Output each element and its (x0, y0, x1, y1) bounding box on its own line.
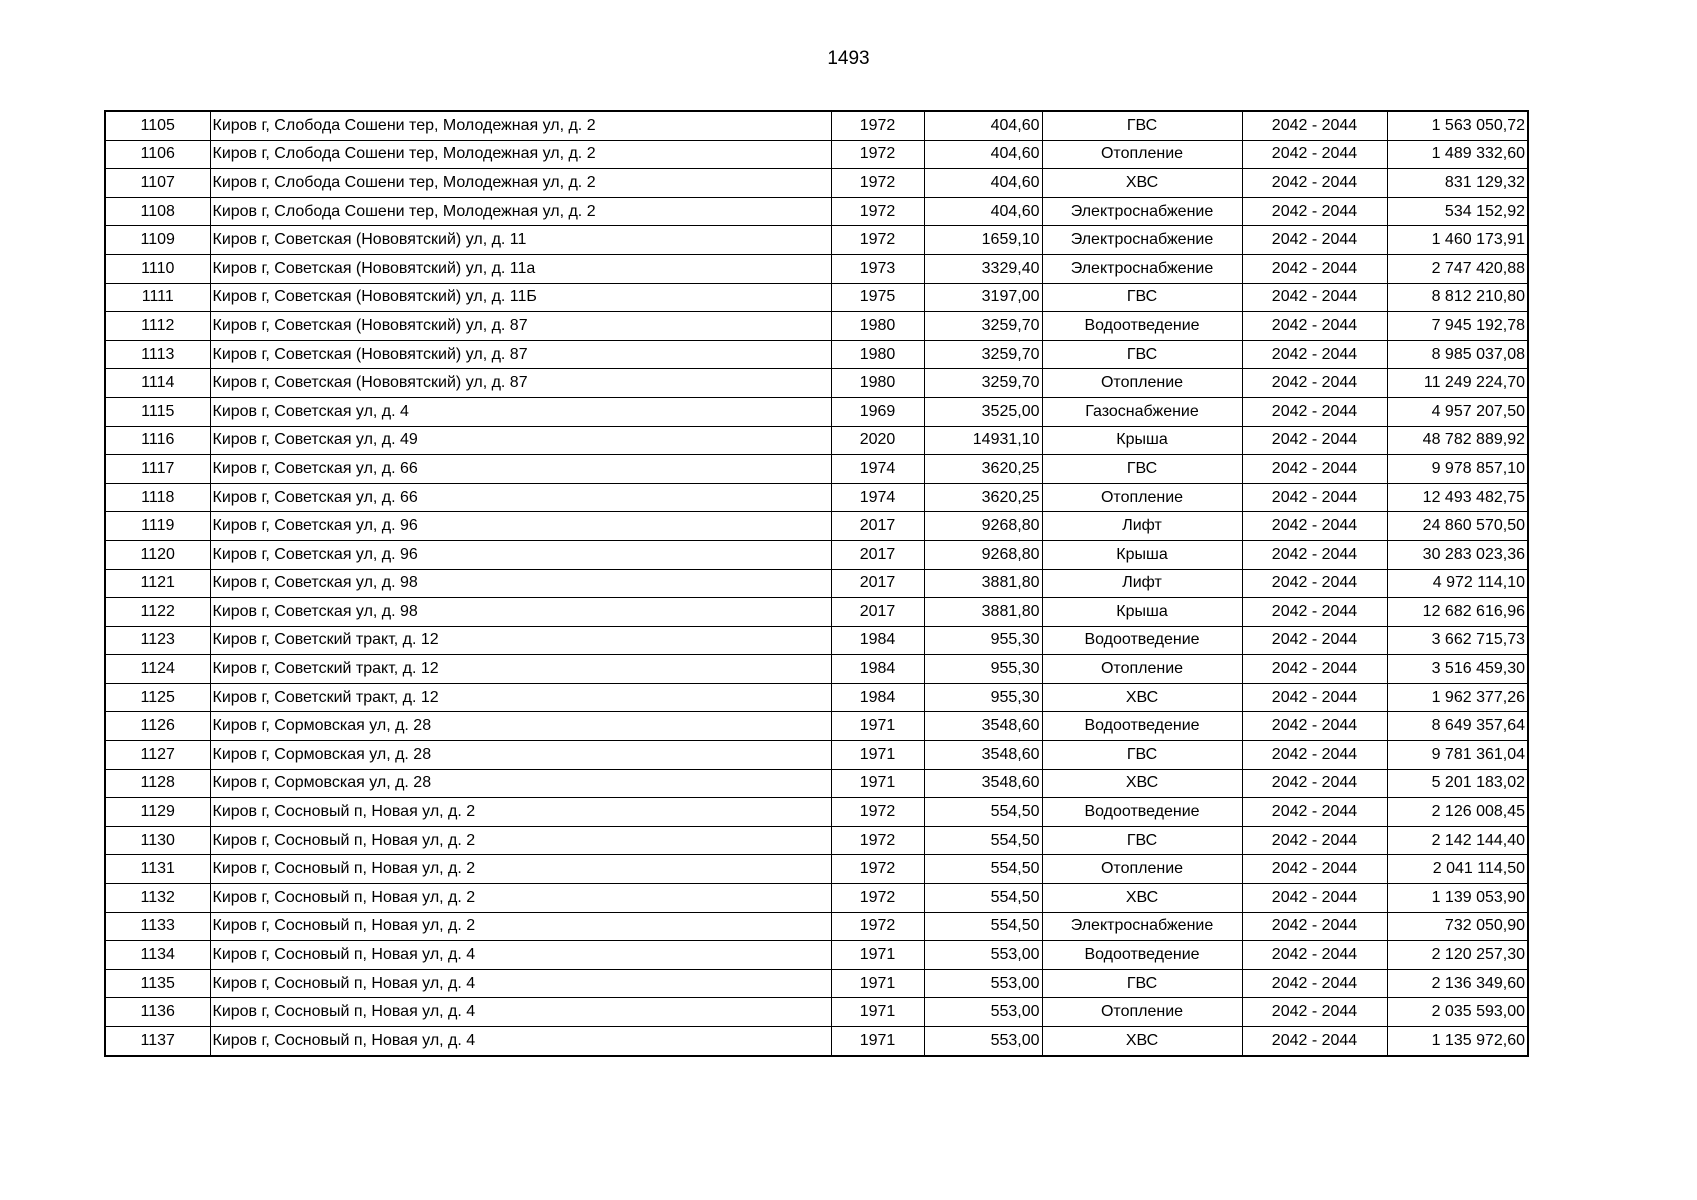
area-cell: 9268,80 (924, 512, 1042, 541)
cost-cell: 1 135 972,60 (1387, 1027, 1528, 1056)
year-built-cell: 1972 (831, 826, 924, 855)
address-cell: Киров г, Слобода Сошени тер, Молодежная ул, д. 2 (210, 111, 831, 140)
area-cell: 9268,80 (924, 540, 1042, 569)
table-row (105, 912, 1528, 941)
cost-cell: 2 747 420,88 (1387, 254, 1528, 283)
row-number-cell: 1108 (105, 197, 210, 226)
work-type-cell: Отопление (1042, 655, 1242, 684)
row-number-cell: 1126 (105, 712, 210, 741)
address-cell: Киров г, Советская (Нововятский) ул, д. 87 (210, 312, 831, 341)
address-cell: Киров г, Сосновый п, Новая ул, д. 2 (210, 798, 831, 827)
address-cell: Киров г, Сормовская ул, д. 28 (210, 769, 831, 798)
table-row (105, 569, 1528, 598)
year-built-cell: 2017 (831, 598, 924, 627)
address-cell: Киров г, Советская ул, д. 98 (210, 598, 831, 627)
table-row (105, 483, 1528, 512)
work-type-cell: Отопление (1042, 140, 1242, 169)
area-cell: 955,30 (924, 683, 1042, 712)
row-number-cell: 1110 (105, 254, 210, 283)
row-number-cell: 1107 (105, 169, 210, 198)
period-cell: 2042 - 2044 (1242, 1027, 1387, 1056)
area-cell: 3620,25 (924, 483, 1042, 512)
work-type-cell: Водоотведение (1042, 312, 1242, 341)
work-type-cell: Электроснабжение (1042, 226, 1242, 255)
row-number-cell: 1135 (105, 969, 210, 998)
row-number-cell: 1118 (105, 483, 210, 512)
table-row (105, 683, 1528, 712)
cost-cell: 8 812 210,80 (1387, 283, 1528, 312)
period-cell: 2042 - 2044 (1242, 626, 1387, 655)
address-cell: Киров г, Советский тракт, д. 12 (210, 655, 831, 684)
row-number-cell: 1136 (105, 998, 210, 1027)
row-number-cell: 1115 (105, 397, 210, 426)
work-type-cell: Крыша (1042, 598, 1242, 627)
row-number-cell: 1120 (105, 540, 210, 569)
work-type-cell: Лифт (1042, 512, 1242, 541)
work-type-cell: Отопление (1042, 369, 1242, 398)
year-built-cell: 1972 (831, 798, 924, 827)
year-built-cell: 1971 (831, 712, 924, 741)
year-built-cell: 1980 (831, 340, 924, 369)
table-row (105, 826, 1528, 855)
address-cell: Киров г, Сосновый п, Новая ул, д. 4 (210, 1027, 831, 1056)
work-type-cell: Электроснабжение (1042, 254, 1242, 283)
address-cell: Киров г, Советская (Нововятский) ул, д. 11а (210, 254, 831, 283)
address-cell: Киров г, Советская (Нововятский) ул, д. 87 (210, 369, 831, 398)
cost-cell: 5 201 183,02 (1387, 769, 1528, 798)
year-built-cell: 1980 (831, 312, 924, 341)
period-cell: 2042 - 2044 (1242, 855, 1387, 884)
table-row (105, 455, 1528, 484)
row-number-cell: 1132 (105, 884, 210, 913)
cost-cell: 12 493 482,75 (1387, 483, 1528, 512)
work-type-cell: ГВС (1042, 969, 1242, 998)
row-number-cell: 1109 (105, 226, 210, 255)
area-cell: 554,50 (924, 884, 1042, 913)
cost-cell: 4 972 114,10 (1387, 569, 1528, 598)
year-built-cell: 1984 (831, 683, 924, 712)
area-cell: 14931,10 (924, 426, 1042, 455)
year-built-cell: 1971 (831, 769, 924, 798)
work-type-cell: Отопление (1042, 483, 1242, 512)
table-row (105, 312, 1528, 341)
period-cell: 2042 - 2044 (1242, 340, 1387, 369)
period-cell: 2042 - 2044 (1242, 941, 1387, 970)
period-cell: 2042 - 2044 (1242, 655, 1387, 684)
work-type-cell: ГВС (1042, 455, 1242, 484)
row-number-cell: 1137 (105, 1027, 210, 1056)
year-built-cell: 1972 (831, 197, 924, 226)
year-built-cell: 2017 (831, 512, 924, 541)
address-cell: Киров г, Слобода Сошени тер, Молодежная ул, д. 2 (210, 169, 831, 198)
period-cell: 2042 - 2044 (1242, 712, 1387, 741)
cost-cell: 2 041 114,50 (1387, 855, 1528, 884)
cost-cell: 8 985 037,08 (1387, 340, 1528, 369)
table-row (105, 598, 1528, 627)
work-type-cell: Лифт (1042, 569, 1242, 598)
year-built-cell: 2017 (831, 540, 924, 569)
period-cell: 2042 - 2044 (1242, 254, 1387, 283)
row-number-cell: 1121 (105, 569, 210, 598)
area-cell: 553,00 (924, 998, 1042, 1027)
table-row (105, 283, 1528, 312)
row-number-cell: 1111 (105, 283, 210, 312)
table-row (105, 340, 1528, 369)
area-cell: 955,30 (924, 655, 1042, 684)
year-built-cell: 2017 (831, 569, 924, 598)
row-number-cell: 1129 (105, 798, 210, 827)
address-cell: Киров г, Сосновый п, Новая ул, д. 4 (210, 941, 831, 970)
period-cell: 2042 - 2044 (1242, 969, 1387, 998)
row-number-cell: 1134 (105, 941, 210, 970)
table-row (105, 369, 1528, 398)
year-built-cell: 1984 (831, 655, 924, 684)
year-built-cell: 1971 (831, 941, 924, 970)
row-number-cell: 1124 (105, 655, 210, 684)
area-cell: 404,60 (924, 111, 1042, 140)
cost-cell: 8 649 357,64 (1387, 712, 1528, 741)
year-built-cell: 1972 (831, 912, 924, 941)
year-built-cell: 1971 (831, 741, 924, 770)
cost-cell: 30 283 023,36 (1387, 540, 1528, 569)
work-type-cell: ХВС (1042, 884, 1242, 913)
table-row (105, 626, 1528, 655)
repair-schedule-table (104, 110, 1529, 1057)
work-type-cell: Крыша (1042, 540, 1242, 569)
address-cell: Киров г, Советская (Нововятский) ул, д. 87 (210, 340, 831, 369)
work-type-cell: Газоснабжение (1042, 397, 1242, 426)
year-built-cell: 1972 (831, 140, 924, 169)
row-number-cell: 1130 (105, 826, 210, 855)
area-cell: 553,00 (924, 969, 1042, 998)
period-cell: 2042 - 2044 (1242, 483, 1387, 512)
year-built-cell: 1971 (831, 969, 924, 998)
cost-cell: 1 489 332,60 (1387, 140, 1528, 169)
year-built-cell: 2020 (831, 426, 924, 455)
cost-cell: 3 516 459,30 (1387, 655, 1528, 684)
row-number-cell: 1105 (105, 111, 210, 140)
work-type-cell: Отопление (1042, 998, 1242, 1027)
address-cell: Киров г, Советская ул, д. 66 (210, 455, 831, 484)
address-cell: Киров г, Сосновый п, Новая ул, д. 2 (210, 855, 831, 884)
cost-cell: 9 978 857,10 (1387, 455, 1528, 484)
address-cell: Киров г, Слобода Сошени тер, Молодежная ул, д. 2 (210, 197, 831, 226)
period-cell: 2042 - 2044 (1242, 512, 1387, 541)
area-cell: 3525,00 (924, 397, 1042, 426)
address-cell: Киров г, Советская (Нововятский) ул, д. 11 (210, 226, 831, 255)
address-cell: Киров г, Советская ул, д. 96 (210, 540, 831, 569)
year-built-cell: 1971 (831, 1027, 924, 1056)
work-type-cell: Водоотведение (1042, 712, 1242, 741)
area-cell: 404,60 (924, 169, 1042, 198)
address-cell: Киров г, Советская ул, д. 49 (210, 426, 831, 455)
row-number-cell: 1131 (105, 855, 210, 884)
table-row (105, 512, 1528, 541)
table-row (105, 798, 1528, 827)
cost-cell: 732 050,90 (1387, 912, 1528, 941)
area-cell: 553,00 (924, 1027, 1042, 1056)
period-cell: 2042 - 2044 (1242, 140, 1387, 169)
row-number-cell: 1119 (105, 512, 210, 541)
year-built-cell: 1972 (831, 226, 924, 255)
cost-cell: 9 781 361,04 (1387, 741, 1528, 770)
cost-cell: 2 126 008,45 (1387, 798, 1528, 827)
period-cell: 2042 - 2044 (1242, 426, 1387, 455)
year-built-cell: 1969 (831, 397, 924, 426)
work-type-cell: Электроснабжение (1042, 197, 1242, 226)
area-cell: 3548,60 (924, 769, 1042, 798)
year-built-cell: 1980 (831, 369, 924, 398)
year-built-cell: 1974 (831, 483, 924, 512)
cost-cell: 1 460 173,91 (1387, 226, 1528, 255)
row-number-cell: 1133 (105, 912, 210, 941)
work-type-cell: ГВС (1042, 340, 1242, 369)
cost-cell: 1 563 050,72 (1387, 111, 1528, 140)
area-cell: 554,50 (924, 912, 1042, 941)
table-row (105, 998, 1528, 1027)
period-cell: 2042 - 2044 (1242, 540, 1387, 569)
table-row (105, 969, 1528, 998)
period-cell: 2042 - 2044 (1242, 683, 1387, 712)
area-cell: 554,50 (924, 826, 1042, 855)
area-cell: 3881,80 (924, 569, 1042, 598)
period-cell: 2042 - 2044 (1242, 569, 1387, 598)
row-number-cell: 1125 (105, 683, 210, 712)
row-number-cell: 1123 (105, 626, 210, 655)
year-built-cell: 1973 (831, 254, 924, 283)
table-row (105, 1027, 1528, 1056)
year-built-cell: 1974 (831, 455, 924, 484)
address-cell: Киров г, Советский тракт, д. 12 (210, 683, 831, 712)
year-built-cell: 1972 (831, 169, 924, 198)
year-built-cell: 1972 (831, 855, 924, 884)
cost-cell: 7 945 192,78 (1387, 312, 1528, 341)
period-cell: 2042 - 2044 (1242, 169, 1387, 198)
cost-cell: 1 962 377,26 (1387, 683, 1528, 712)
work-type-cell: Крыша (1042, 426, 1242, 455)
table-row (105, 254, 1528, 283)
area-cell: 3548,60 (924, 712, 1042, 741)
area-cell: 3197,00 (924, 283, 1042, 312)
address-cell: Киров г, Слобода Сошени тер, Молодежная ул, д. 2 (210, 140, 831, 169)
period-cell: 2042 - 2044 (1242, 455, 1387, 484)
address-cell: Киров г, Сосновый п, Новая ул, д. 2 (210, 826, 831, 855)
table-row (105, 769, 1528, 798)
cost-cell: 2 142 144,40 (1387, 826, 1528, 855)
area-cell: 554,50 (924, 855, 1042, 884)
work-type-cell: ХВС (1042, 769, 1242, 798)
work-type-cell: ХВС (1042, 1027, 1242, 1056)
table-row (105, 397, 1528, 426)
work-type-cell: Водоотведение (1042, 798, 1242, 827)
area-cell: 3259,70 (924, 312, 1042, 341)
table-row (105, 226, 1528, 255)
work-type-cell: Отопление (1042, 855, 1242, 884)
cost-cell: 11 249 224,70 (1387, 369, 1528, 398)
year-built-cell: 1971 (831, 998, 924, 1027)
cost-cell: 2 035 593,00 (1387, 998, 1528, 1027)
table-row (105, 712, 1528, 741)
period-cell: 2042 - 2044 (1242, 197, 1387, 226)
address-cell: Киров г, Сосновый п, Новая ул, д. 4 (210, 969, 831, 998)
work-type-cell: ХВС (1042, 683, 1242, 712)
table-row (105, 855, 1528, 884)
period-cell: 2042 - 2044 (1242, 226, 1387, 255)
table-row (105, 540, 1528, 569)
cost-cell: 534 152,92 (1387, 197, 1528, 226)
address-cell: Киров г, Сосновый п, Новая ул, д. 2 (210, 884, 831, 913)
period-cell: 2042 - 2044 (1242, 826, 1387, 855)
work-type-cell: ГВС (1042, 111, 1242, 140)
period-cell: 2042 - 2044 (1242, 884, 1387, 913)
address-cell: Киров г, Сосновый п, Новая ул, д. 4 (210, 998, 831, 1027)
cost-cell: 4 957 207,50 (1387, 397, 1528, 426)
work-type-cell: Водоотведение (1042, 626, 1242, 655)
area-cell: 955,30 (924, 626, 1042, 655)
table-row (105, 169, 1528, 198)
table-body (105, 111, 1528, 1056)
cost-cell: 831 129,32 (1387, 169, 1528, 198)
year-built-cell: 1972 (831, 111, 924, 140)
period-cell: 2042 - 2044 (1242, 598, 1387, 627)
area-cell: 3620,25 (924, 455, 1042, 484)
period-cell: 2042 - 2044 (1242, 283, 1387, 312)
address-cell: Киров г, Сормовская ул, д. 28 (210, 741, 831, 770)
address-cell: Киров г, Сосновый п, Новая ул, д. 2 (210, 912, 831, 941)
area-cell: 554,50 (924, 798, 1042, 827)
work-type-cell: Водоотведение (1042, 941, 1242, 970)
table-row (105, 741, 1528, 770)
area-cell: 553,00 (924, 941, 1042, 970)
area-cell: 404,60 (924, 197, 1042, 226)
table-row (105, 140, 1528, 169)
period-cell: 2042 - 2044 (1242, 769, 1387, 798)
table-row (105, 884, 1528, 913)
row-number-cell: 1106 (105, 140, 210, 169)
address-cell: Киров г, Советская ул, д. 98 (210, 569, 831, 598)
period-cell: 2042 - 2044 (1242, 312, 1387, 341)
cost-cell: 2 136 349,60 (1387, 969, 1528, 998)
address-cell: Киров г, Советская ул, д. 96 (210, 512, 831, 541)
area-cell: 404,60 (924, 140, 1042, 169)
cost-cell: 12 682 616,96 (1387, 598, 1528, 627)
period-cell: 2042 - 2044 (1242, 798, 1387, 827)
area-cell: 3259,70 (924, 340, 1042, 369)
table-row (105, 941, 1528, 970)
address-cell: Киров г, Советская ул, д. 4 (210, 397, 831, 426)
work-type-cell: ГВС (1042, 283, 1242, 312)
work-type-cell: Электроснабжение (1042, 912, 1242, 941)
area-cell: 3548,60 (924, 741, 1042, 770)
period-cell: 2042 - 2044 (1242, 397, 1387, 426)
row-number-cell: 1122 (105, 598, 210, 627)
table-row (105, 111, 1528, 140)
row-number-cell: 1128 (105, 769, 210, 798)
page-number: 1493 (827, 48, 870, 69)
row-number-cell: 1112 (105, 312, 210, 341)
area-cell: 3259,70 (924, 369, 1042, 398)
work-type-cell: ХВС (1042, 169, 1242, 198)
address-cell: Киров г, Сормовская ул, д. 28 (210, 712, 831, 741)
area-cell: 1659,10 (924, 226, 1042, 255)
period-cell: 2042 - 2044 (1242, 912, 1387, 941)
row-number-cell: 1127 (105, 741, 210, 770)
year-built-cell: 1975 (831, 283, 924, 312)
row-number-cell: 1114 (105, 369, 210, 398)
cost-cell: 1 139 053,90 (1387, 884, 1528, 913)
period-cell: 2042 - 2044 (1242, 741, 1387, 770)
row-number-cell: 1116 (105, 426, 210, 455)
period-cell: 2042 - 2044 (1242, 111, 1387, 140)
period-cell: 2042 - 2044 (1242, 998, 1387, 1027)
table-row (105, 426, 1528, 455)
year-built-cell: 1984 (831, 626, 924, 655)
cost-cell: 48 782 889,92 (1387, 426, 1528, 455)
table-row (105, 197, 1528, 226)
cost-cell: 2 120 257,30 (1387, 941, 1528, 970)
row-number-cell: 1113 (105, 340, 210, 369)
address-cell: Киров г, Советская ул, д. 66 (210, 483, 831, 512)
year-built-cell: 1972 (831, 884, 924, 913)
work-type-cell: ГВС (1042, 826, 1242, 855)
work-type-cell: ГВС (1042, 741, 1242, 770)
address-cell: Киров г, Советская (Нововятский) ул, д. 11Б (210, 283, 831, 312)
cost-cell: 24 860 570,50 (1387, 512, 1528, 541)
period-cell: 2042 - 2044 (1242, 369, 1387, 398)
table-row (105, 655, 1528, 684)
area-cell: 3329,40 (924, 254, 1042, 283)
cost-cell: 3 662 715,73 (1387, 626, 1528, 655)
row-number-cell: 1117 (105, 455, 210, 484)
area-cell: 3881,80 (924, 598, 1042, 627)
address-cell: Киров г, Советский тракт, д. 12 (210, 626, 831, 655)
